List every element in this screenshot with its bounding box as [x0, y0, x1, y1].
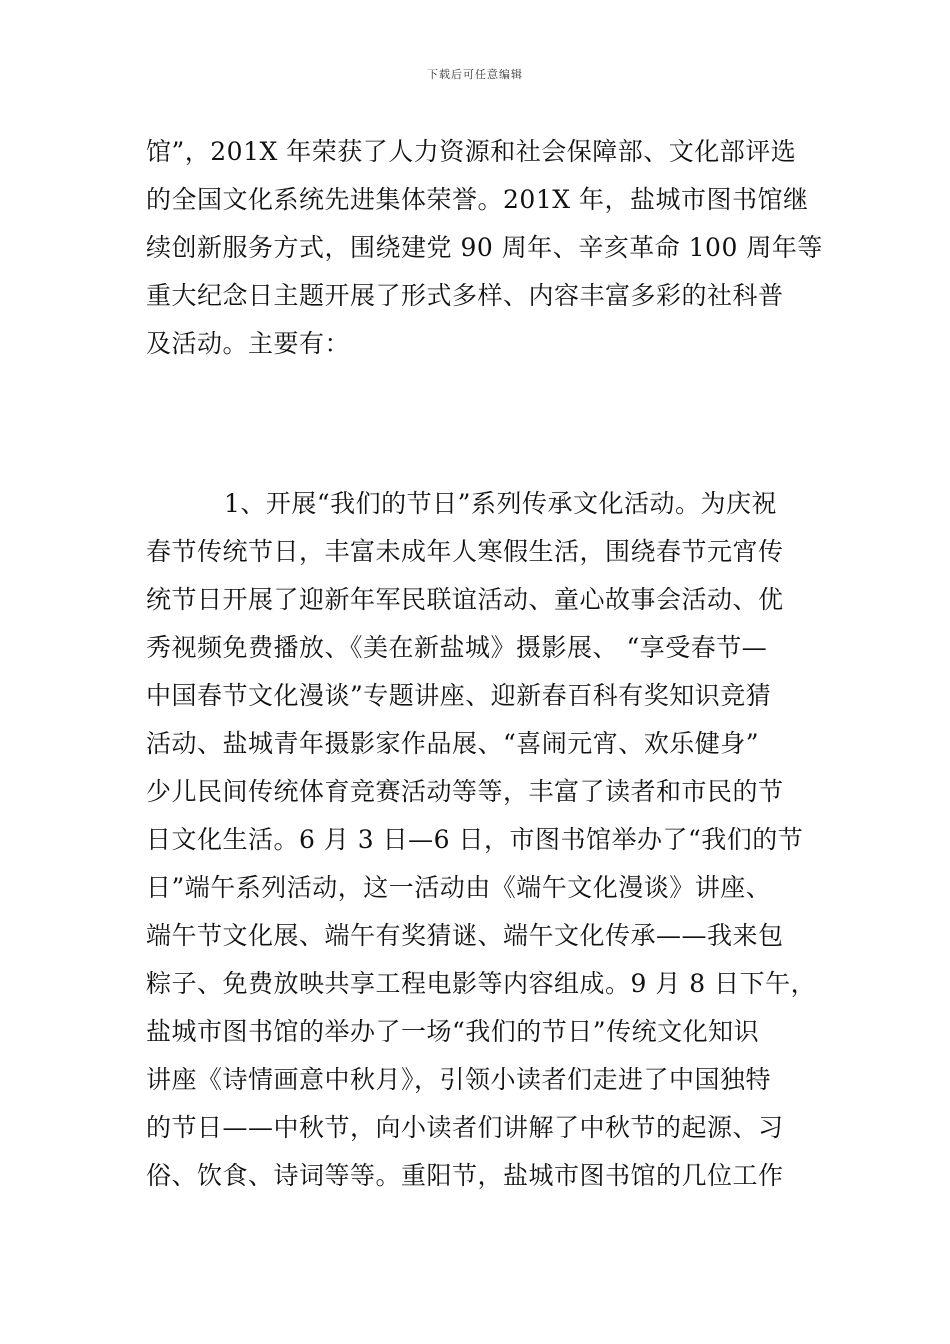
- paragraph-line: 粽子、免费放映共享工程电影等内容组成。9 月 8 日下午，: [146, 969, 817, 998]
- paragraph-line: 统节日开展了迎新年军民联谊活动、童心故事会活动、优: [146, 585, 784, 614]
- paragraph-2: [146, 480, 816, 1200]
- paragraph-line: 重大纪念日主题开展了形式多样、内容丰富多彩的社科普: [146, 281, 784, 310]
- paragraph-line: 日文化生活。6 月 3 日—6 日，市图书馆举办了“我们的节: [146, 825, 804, 854]
- paragraph-line: 续创新服务方式，围绕建党 90 周年、辛亥革命 100 周年等: [146, 233, 823, 262]
- paragraph-line: 中国春节文化漫谈”专题讲座、迎新春百科有奖知识竞猜: [146, 681, 772, 710]
- paragraph-line: 及活动。主要有：: [146, 329, 351, 358]
- paragraph-line: 春节传统节日，丰富未成年人寒假生活，围绕春节元宵传: [146, 537, 784, 566]
- paragraph-line: 俗、饮食、诗词等等。重阳节，盐城市图书馆的几位工作: [146, 1161, 784, 1190]
- header-note: 下载后可任意编辑: [427, 68, 523, 81]
- paragraph-line: 馆”，201X 年荣获了人力资源和社会保障部、文化部评选: [146, 137, 797, 166]
- paragraph-line: 的节日——中秋节，向小读者们讲解了中秋节的起源、习: [146, 1113, 784, 1142]
- paragraph-line: 端午节文化展、端午有奖猜谜、端午文化传承——我来包: [146, 921, 784, 950]
- paragraph-1: [146, 128, 823, 368]
- paragraph-line: 日”端午系列活动，这一活动由《端午文化漫谈》讲座、: [146, 873, 772, 902]
- paragraph-line: 的全国文化系统先进集体荣誉。201X 年，盐城市图书馆继: [146, 185, 809, 214]
- paragraph-first-line: 1、开展“我们的节日”系列传承文化活动。为庆祝: [224, 489, 777, 518]
- paragraph-line: 秀视频免费播放、《美在新盐城》摄影展、 “享受春节—: [146, 633, 768, 662]
- paragraph-line: 少儿民间传统体育竞赛活动等等，丰富了读者和市民的节: [146, 777, 784, 806]
- paragraph-line: 盐城市图书馆的举办了一场“我们的节日”传统文化知识: [146, 1017, 760, 1046]
- paragraph-line: 活动、盐城青年摄影家作品展、“喜闹元宵、欢乐健身”: [146, 729, 760, 758]
- paragraph-line: 讲座《诗情画意中秋月》，引领小读者们走进了中国独特: [146, 1065, 772, 1094]
